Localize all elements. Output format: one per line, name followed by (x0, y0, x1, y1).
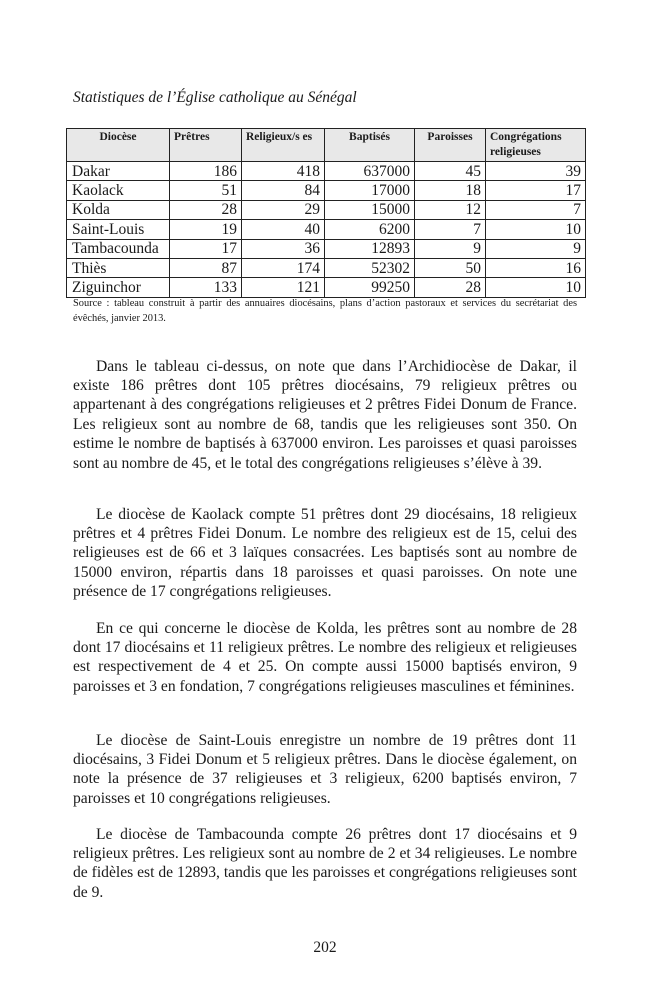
header-religieux: Religieux/s es (242, 129, 325, 162)
table-source-note: Source : tableau construit à partir des annuaires diocésains, plans d’action pastoraux et services du secrétariat des évêchés, janvier 2013. (73, 298, 577, 324)
cell-pretres: 51 (170, 181, 242, 200)
cell-baptises: 637000 (325, 162, 415, 181)
cell-diocese: Thiès (67, 258, 170, 277)
page-number: 202 (313, 939, 337, 956)
cell-diocese: Kolda (67, 200, 170, 219)
cell-baptises: 52302 (325, 258, 415, 277)
cell-congregations: 17 (486, 181, 586, 200)
statistics-table (66, 128, 586, 298)
cell-baptises: 6200 (325, 220, 415, 239)
header-diocese: Diocèse (67, 129, 170, 162)
header-congregations: Congrégations religieuses (486, 129, 586, 162)
cell-paroisses: 12 (415, 200, 486, 219)
cell-paroisses: 45 (415, 162, 486, 181)
cell-paroisses: 28 (415, 278, 486, 297)
cell-religieux: 36 (242, 239, 325, 258)
cell-pretres: 19 (170, 220, 242, 239)
cell-paroisses: 50 (415, 258, 486, 277)
cell-baptises: 12893 (325, 239, 415, 258)
table-header-row (67, 129, 586, 162)
table-row (67, 181, 586, 200)
header-paroisses: Paroisses (415, 129, 486, 162)
paragraph-saint-louis: Le diocèse de Saint-Louis enregistre un nombre de 19 prêtres dont 11 diocésains, 3 Fidei Donum et 5 religieux prêtres. Dans le diocèse également, on note la présence de 37 religieuses et 3 religieux, 6200 baptisés environ, 7 paroisses et 10 congrégations religieuses. (73, 731, 577, 807)
paragraph-kaolack: Le diocèse de Kaolack compte 51 prêtres dont 29 diocésains, 18 religieux prêtres et 4 prêtres Fidei Donum. Le nombre des religieux est de 15, celui des religieuses est de 66 et 3 laïques consacrées. Les baptisés sont au nombre de 15000 environ, répartis dans 18 paroisses et quasi paroisses. On note une présence de 17 congrégations religieuses. (73, 505, 577, 601)
cell-baptises: 99250 (325, 278, 415, 297)
cell-religieux: 121 (242, 278, 325, 297)
paragraph-dakar: Dans le tableau ci-dessus, on note que dans l’Archidiocèse de Dakar, il existe 186 prêtres dont 105 prêtres diocésains, 79 religieux prêtres ou appartenant à des congrégations religieuses et 2 prêtres Fidei Donum de France. Les religieux sont au nombre de 68, tandis que les religieuses sont 350. On estime le nombre de baptisés à 637000 environ. Les paroisses et quasi paroisses sont au nombre de 45, et le total des congrégations religieuses s’élève à 39. (73, 357, 577, 472)
cell-congregations: 39 (486, 162, 586, 181)
header-pretres: Prêtres (170, 129, 242, 162)
table-row (67, 258, 586, 277)
cell-religieux: 418 (242, 162, 325, 181)
cell-religieux: 174 (242, 258, 325, 277)
table-row (67, 278, 586, 297)
cell-congregations: 10 (486, 278, 586, 297)
cell-paroisses: 18 (415, 181, 486, 200)
table-row (67, 162, 586, 181)
cell-religieux: 29 (242, 200, 325, 219)
cell-diocese: Saint-Louis (67, 220, 170, 239)
cell-pretres: 133 (170, 278, 242, 297)
table-row (67, 200, 586, 219)
cell-baptises: 17000 (325, 181, 415, 200)
table-row (67, 239, 586, 258)
cell-congregations: 16 (486, 258, 586, 277)
table-row (67, 220, 586, 239)
cell-diocese: Kaolack (67, 181, 170, 200)
cell-diocese: Ziguinchor (67, 278, 170, 297)
cell-paroisses: 9 (415, 239, 486, 258)
cell-congregations: 10 (486, 220, 586, 239)
cell-pretres: 186 (170, 162, 242, 181)
cell-congregations: 9 (486, 239, 586, 258)
cell-religieux: 40 (242, 220, 325, 239)
cell-diocese: Tambacounda (67, 239, 170, 258)
cell-congregations: 7 (486, 200, 586, 219)
cell-pretres: 17 (170, 239, 242, 258)
cell-diocese: Dakar (67, 162, 170, 181)
paragraph-tambacounda: Le diocèse de Tambacounda compte 26 prêtres dont 17 diocésains et 9 religieux prêtres. Les religieux sont au nombre de 2 et 34 religieuses. Le nombre de fidèles est de 12893, tandis que les paroisses et congrégations religieuses sont de 9. (73, 825, 577, 901)
cell-pretres: 87 (170, 258, 242, 277)
cell-baptises: 15000 (325, 200, 415, 219)
cell-religieux: 84 (242, 181, 325, 200)
page-title: Statistiques de l’Église catholique au Sénégal (73, 89, 357, 106)
header-baptises: Baptisés (325, 129, 415, 162)
paragraph-kolda: En ce qui concerne le diocèse de Kolda, les prêtres sont au nombre de 28 dont 17 diocésains et 11 religieux prêtres. Le nombre des religieux et religieuses est respectivement de 4 et 25. On compte aussi 15000 baptisés environ, 9 paroisses et 3 en fondation, 7 congrégations religieuses masculines et féminines. (73, 619, 577, 695)
cell-pretres: 28 (170, 200, 242, 219)
cell-paroisses: 7 (415, 220, 486, 239)
